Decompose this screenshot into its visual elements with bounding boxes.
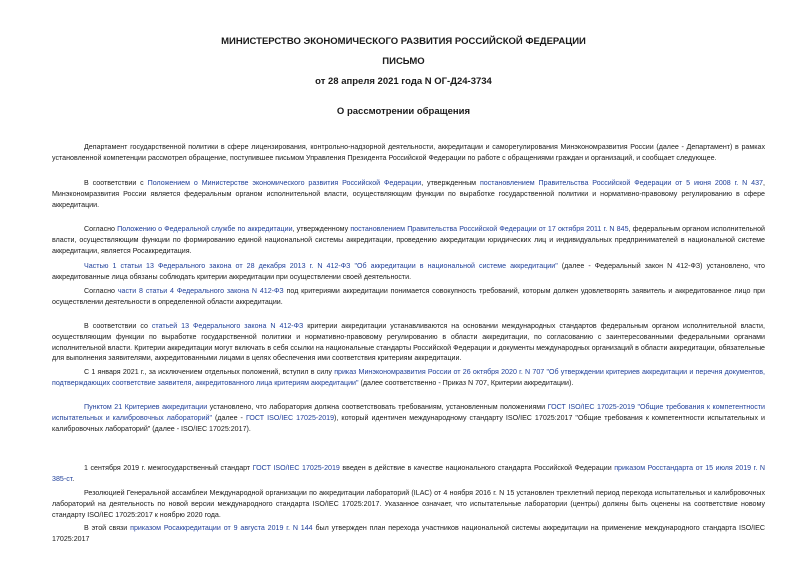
paragraph-text: Резолюцией Генеральной ассамблеи Международной организации по аккредитации лабораторий (ILAC) от 4 ноября 2016 г. N 15 установлен трехлетний период перехода испытательных и калибровочных лабораторий на деятельность по новой версии международного стандарта ISO/IEC 17025:2017. Указанное означает, что испытательные лаборатории (центры) должны быть оценены на соответствие новому стандарту ISO/IEC 17025:2017 к ноябрю 2020 года. bbox=[52, 489, 765, 519]
paragraph-4 bbox=[52, 261, 765, 283]
link-rosaccreditation-order-144[interactable]: приказом Росаккредитации от 9 августа 2019 г. N 144 bbox=[130, 524, 313, 532]
paragraph-text: 1 сентября 2019 г. межгосударственный стандарт bbox=[84, 464, 253, 472]
paragraph-text: В соответствии со bbox=[84, 322, 152, 330]
paragraph-text: , утвержденным bbox=[421, 179, 480, 187]
paragraph-1 bbox=[52, 142, 765, 164]
paragraph-text: введен в действие в качестве национального стандарта Российской Федерации bbox=[339, 464, 615, 472]
link-rosstandart-order-385[interactable]: приказом Росстандарта от 15 июля 2019 г. N 385-ст bbox=[52, 464, 765, 483]
paragraph-11 bbox=[52, 523, 765, 545]
link-government-decree-845[interactable]: постановлением Правительства Российской Федерации от 17 октября 2011 г. N 845 bbox=[350, 225, 629, 233]
paragraph-text: В соответствии с bbox=[84, 179, 148, 187]
paragraph-text: (далее - bbox=[212, 413, 246, 422]
paragraph-3 bbox=[52, 224, 765, 256]
ministry-heading: МИНИСТЕРСТВО ЭКОНОМИЧЕСКОГО РАЗВИТИЯ РОССИЙСКОЙ ФЕДЕРАЦИИ bbox=[221, 36, 586, 47]
paragraph-text: , утвержденному bbox=[292, 225, 351, 233]
paragraph-text: Согласно bbox=[84, 225, 118, 233]
paragraph-text: Согласно bbox=[84, 287, 118, 295]
link-criteria-clause-21[interactable]: Пунктом 21 Критериев аккредитации bbox=[84, 403, 208, 411]
paragraph-10 bbox=[52, 488, 765, 520]
paragraph-text: . bbox=[72, 474, 75, 483]
link-gost-17025-full[interactable]: ГОСТ ISO/IEC 17025-2019 "Общие требования к компетентности испытательных и калибровочных лабораторий" bbox=[52, 403, 765, 422]
paragraph-text: критерии аккредитации устанавливаются на основании международных стандартов федеральным органом исполнительной власти, осуществляющим функции по выработке государственной политики и нормативно-правовому регулированию в области аккредитации, по согласованию с заинтересованными федеральными органами исполнительной власти. Критерии аккредитации могут включать в себя ссылки на национальные стандарты Российской Федерации и документы международных организаций в области аккредитации, обязательные для выполнения заявителями, аккредитованными лицами в целях обеспечения ими соответствия критериям аккредитации. bbox=[52, 322, 765, 363]
link-regulation-accreditation-service[interactable]: Положению о Федеральной службе по аккредитации bbox=[117, 225, 293, 233]
paragraph-text: был утвержден план перехода участников национальной системы аккредитации на применение международного стандарта ISO/IEC 17025:2017 bbox=[52, 524, 766, 543]
paragraph-7 bbox=[52, 367, 765, 389]
link-federal-law-412-article-4[interactable]: части 8 статьи 4 Федерального закона N 412-ФЗ bbox=[117, 287, 284, 295]
paragraph-text: под критериями аккредитации понимается совокупность требований, которым должен удовлетворять заявитель и аккредитованное лицо при осуществлении деятельности в определенной области аккредитации. bbox=[52, 287, 766, 306]
link-regulation-ministry[interactable]: Положением о Министерстве экономического развития Российской Федерации bbox=[147, 179, 422, 187]
link-federal-law-412-article-13b[interactable]: статьей 13 Федерального закона N 412-ФЗ bbox=[151, 322, 304, 330]
link-gost-17025[interactable]: ГОСТ ISO/IEC 17025-2019 bbox=[252, 464, 340, 472]
paragraph-text: , федеральным органом исполнительной власти, осуществляющим функции по формированию единой национальной системы аккредитации, проведению аккредитации юридических лиц и индивидуальных предпринимателей в национальной системе аккредитации, является Росаккредитация. bbox=[52, 225, 766, 255]
document-subject: О рассмотрении обращения bbox=[336, 106, 471, 117]
paragraph-text: (далее соответственно - Приказ N 707, Критерии аккредитации). bbox=[358, 378, 574, 387]
paragraph-9 bbox=[52, 463, 765, 485]
paragraph-5 bbox=[52, 286, 765, 308]
paragraph-text: , Минэкономразвития России является федеральным органом исполнительной власти, осуществляющим функции по выработке государственной политики и нормативно-правовому регулированию в сфере аккредитации. bbox=[52, 179, 765, 209]
link-gost-17025-short[interactable]: ГОСТ ISO/IEC 17025-2019 bbox=[245, 413, 335, 422]
paragraph-text: С 1 января 2021 г., за исключением отдельных положений, вступил в силу bbox=[84, 368, 335, 376]
link-order-707[interactable]: приказ Минэкономразвития России от 26 октября 2020 г. N 707 "Об утверждении критериев аккредитации и перечня документов, подтверждающих соответствие заявителя, аккредитованного лица критериям аккредитации" bbox=[52, 368, 765, 387]
paragraph-text: (далее - Федеральный закон N 412-ФЗ) установлено, что аккредитованные лица обязаны соблюдать критерии аккредитации при осуществлении своей деятельности. bbox=[52, 262, 765, 281]
paragraph-text: В этой связи bbox=[84, 524, 131, 532]
link-government-decree-437[interactable]: постановлением Правительства Российской Федерации от 5 июня 2008 г. N 437 bbox=[479, 179, 764, 187]
paragraph-text: Департамент государственной политики в сфере лицензирования, контрольно-надзорной деятельности, аккредитации и саморегулирования Минэкономразвития России (далее - Департамент) в рамках установленной компетенции рассмотрел обращение, поступившее письмом Управления Президента Российской Федерации по работе с обращениями граждан и организаций, и сообщает следующее. bbox=[52, 143, 765, 162]
link-federal-law-412-article-13[interactable]: Частью 1 статьи 13 Федерального закона от 28 декабря 2013 г. N 412-ФЗ "Об аккредитации в национальной системе аккредитации" bbox=[84, 262, 558, 270]
paragraph-2 bbox=[52, 178, 765, 210]
paragraph-8 bbox=[52, 402, 765, 434]
document-type: ПИСЬМО bbox=[382, 56, 425, 67]
document-date-number: от 28 апреля 2021 года N ОГ-Д24-3734 bbox=[315, 76, 492, 87]
paragraph-6 bbox=[52, 321, 765, 364]
paragraph-text: ), который идентичен международному стандарту ISO/IEC 17025:2017 "Общие требования к компетентности испытательных и калибровочных лабораторий" (далее - ISO/IEC 17025:2017). bbox=[52, 413, 765, 433]
paragraph-text: установлено, что лаборатория должна соответствовать требованиям, установленным положениями bbox=[207, 403, 548, 411]
